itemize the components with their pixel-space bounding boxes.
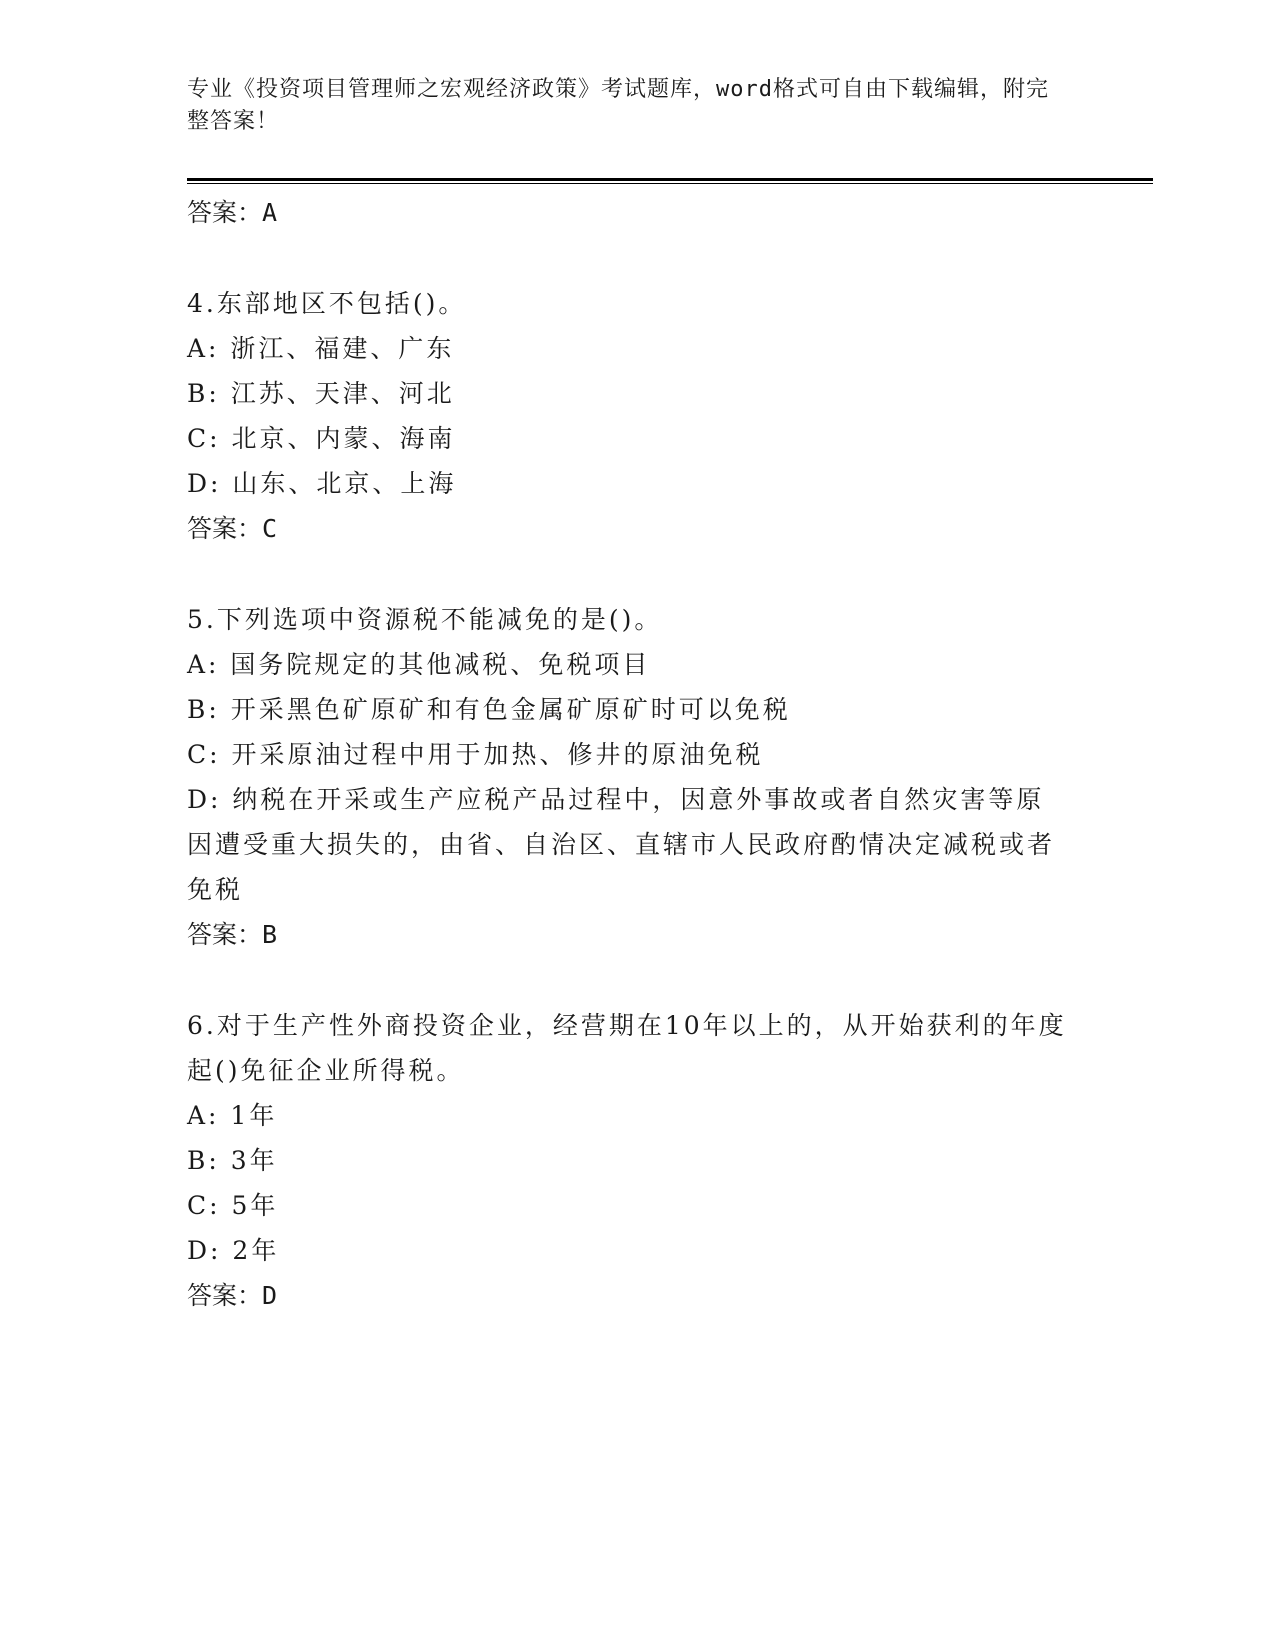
option-c: C: 北京、内蒙、海南 (187, 424, 456, 453)
document-intro: 专业《投资项目管理师之宏观经济政策》考试题库，word格式可自由下载编辑，附完整答案！ (187, 77, 1049, 134)
question-5 (187, 597, 1067, 957)
header-divider-thin (187, 183, 1153, 184)
answer-q5: 答案：B (187, 920, 278, 949)
question-4 (187, 281, 1067, 551)
option-b: B: 3年 (187, 1146, 278, 1175)
question-text: 4.东部地区不包括()。 (187, 289, 467, 318)
header-divider-thick (187, 178, 1153, 181)
option-c: C: 开采原油过程中用于加热、修井的原油免税 (187, 740, 764, 769)
option-a: A: 浙江、福建、广东 (187, 334, 455, 363)
answer-q3: 答案：A (187, 198, 278, 227)
option-d: D: 山东、北京、上海 (187, 469, 457, 498)
option-a: A: 1年 (187, 1101, 278, 1130)
option-b: B: 江苏、天津、河北 (187, 379, 455, 408)
option-d: D: 纳税在开采或生产应税产品过程中，因意外事故或者自然灾害等原因遭受重大损失的，由省、自治区、直辖市人民政府酌情决定减税或者免税 (187, 785, 1056, 904)
question-text: 6.对于生产性外商投资企业，经营期在10年以上的，从开始获利的年度起()免征企业所得税。 (187, 1011, 1067, 1085)
question-list (187, 190, 1067, 1318)
answer-q4: 答案：C (187, 514, 278, 543)
option-c: C: 5年 (187, 1191, 279, 1220)
option-d: D: 2年 (187, 1236, 280, 1265)
question-6 (187, 1003, 1067, 1318)
answer-q6: 答案：D (187, 1281, 278, 1310)
option-a: A: 国务院规定的其他减税、免税项目 (187, 650, 651, 679)
option-b: B: 开采黑色矿原矿和有色金属矿原矿时可以免税 (187, 695, 791, 724)
question-text: 5.下列选项中资源税不能减免的是()。 (187, 605, 663, 634)
